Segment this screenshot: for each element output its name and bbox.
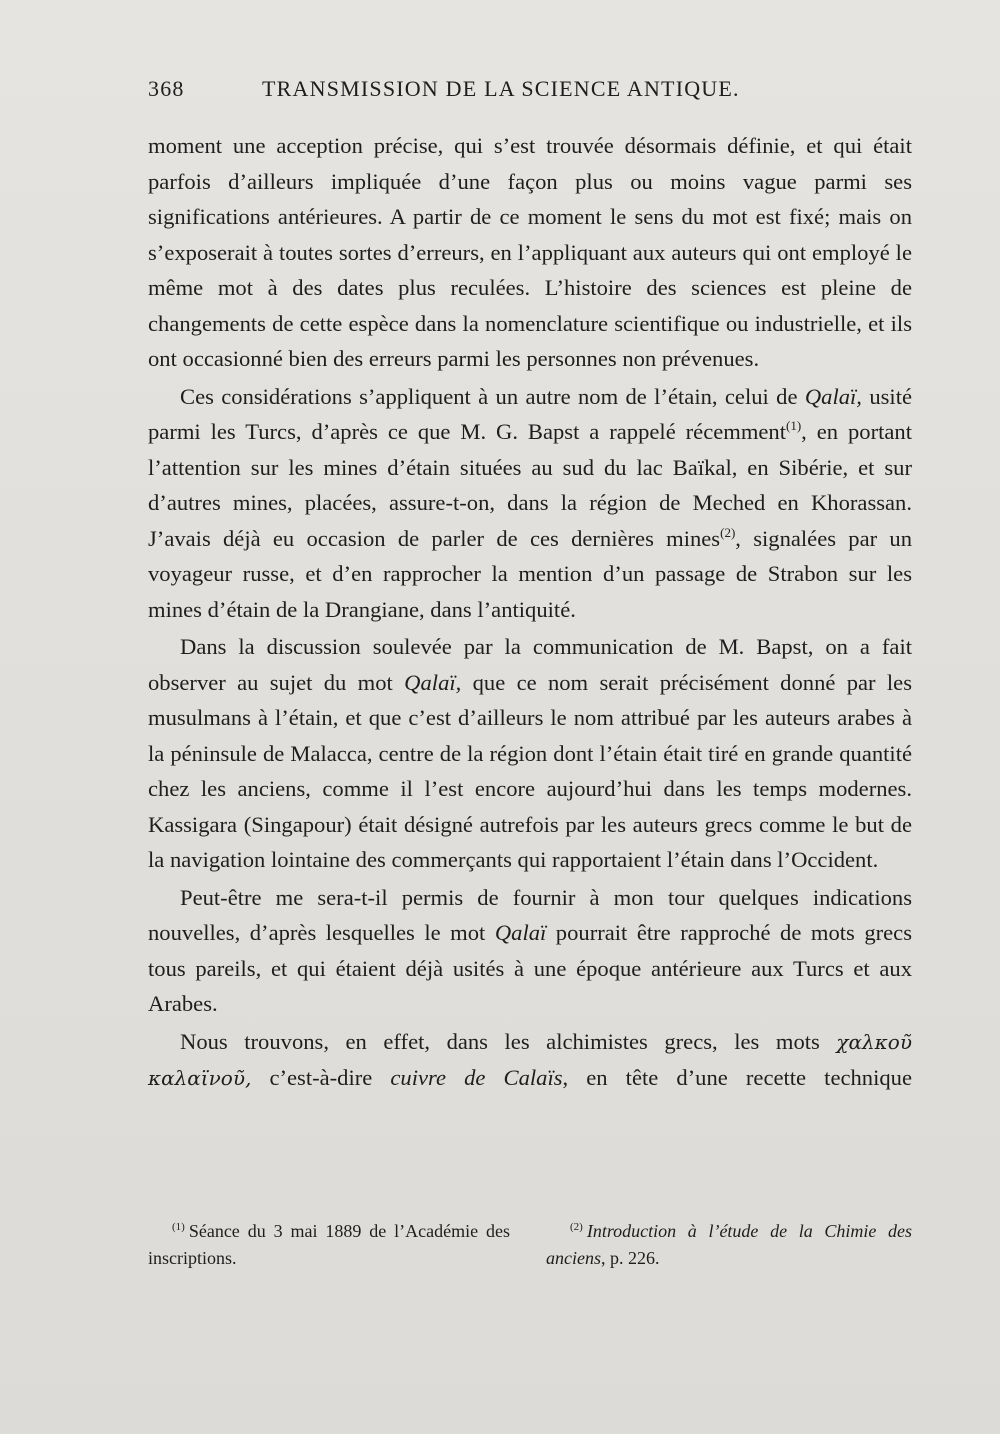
term-qalai: Qalaï, xyxy=(404,669,462,695)
running-title: TRANSMISSION DE LA SCIENCE ANTIQUE. xyxy=(262,76,740,101)
paragraph-3-text-2: que ce nom serait précisément donné par les musulmans à l’étain, et que c’est d’ailleurs le nom attribué par les auteurs arabes à la péninsule de Malacca, centre de la région dont l’étain était tiré en grande quantité chez les anciens, comme il l’est encore aujourd’hui dans les temps modernes. Kassigara (Singapour) était désigné autrefois par les auteurs grecs comme le but de la navigation lointaine des commerçants qui rapportaient l’étain dans l’Occident. xyxy=(148,669,912,872)
footnote-2-text: , p. 226. xyxy=(600,1248,660,1268)
paragraph-5-text-3: , en tête d’une recette technique xyxy=(562,1065,912,1090)
paragraph-3-text-1: Dans la discussion soulevée par la communication de M. Bapst, on a fait observer au sujet du mot xyxy=(148,634,912,695)
footnote-ref-2: (2) xyxy=(720,524,736,540)
footnote-1-mark: (1) xyxy=(172,1221,185,1233)
footnote-ref-1: (1) xyxy=(786,418,802,433)
paragraph-4-text-2: pourrait être rapproché de mots grecs tous pareils, et qui étaient déjà usités à une époque antérieure aux Turcs et aux Arabes. xyxy=(148,920,912,1016)
term-qalai: Qalaï, xyxy=(804,383,862,409)
paragraph-4-text-1: Peut-être me sera-t-il permis de fournir à mon tour quelques indications nouvelles, d’après lesquelles le mot xyxy=(148,884,912,945)
paragraph-4 xyxy=(148,880,912,1022)
body-text xyxy=(148,128,912,1099)
page-header xyxy=(148,76,810,106)
greek-words: χαλκοῦ καλαϊνοῦ, xyxy=(148,1029,912,1090)
paragraph-2-text-3: , en portant l’attention sur les mines d’étain situées au sud du lac Baïkal, en Sibérie, et sur d’autres mines, placées, assure-t-on, dans la région de Meched en Khorassan. J’avais déjà eu occasion de parler de ces dernières mines xyxy=(148,419,912,551)
footnote-1 xyxy=(148,1218,510,1272)
paragraph-5-text-1: Nous trouvons, en effet, dans les alchimistes grecs, les mots xyxy=(180,1028,837,1054)
paragraph-1 xyxy=(148,128,912,377)
paragraph-1-text: moment une acception précise, qui s’est trouvée désormais définie, et qui était parfois d’ailleurs impliquée d’une façon plus ou moins vague parmi ses significations antérieures. A partir de ce moment le sens du mot est fixé; mais on s’exposerait à toutes sortes d’erreurs, en l’appliquant aux auteurs qui ont employé le même mot à des dates plus reculées. L’histoire des sciences est pleine de changements de cette espèce dans la nomenclature scientifique ou industrielle, et ils ont occasionné bien des erreurs parmi les personnes non prévenues. xyxy=(148,133,912,371)
paragraph-3 xyxy=(148,629,912,878)
paragraph-2-text-2: usité parmi les Turcs, d’après ce que M. G. Bapst a rappelé récemment xyxy=(148,383,912,444)
paragraph-2 xyxy=(148,379,912,628)
paragraph-2-text-4: , signalées par un voyageur russe, et d’en rapprocher la mention d’un passage de Strabon sur les mines d’étain de la Drangiane, dans l’antiquité. xyxy=(148,525,912,622)
page-number: 368 xyxy=(148,76,185,101)
term-qalai: Qalaï xyxy=(494,920,547,945)
footnotes xyxy=(148,1218,912,1278)
footnote-1-text: Séance du 3 mai 1889 de l’Académie des inscriptions. xyxy=(148,1221,510,1268)
paragraph-5 xyxy=(148,1024,912,1097)
paragraph-5-text-2: c’est-à-dire xyxy=(251,1065,391,1090)
footnote-2-title: Introduction à l’étude de la Chimie des anciens xyxy=(546,1221,912,1268)
term-cuivre-de-calais: cuivre de Calaïs xyxy=(390,1065,563,1090)
footnote-2-mark: (2) xyxy=(570,1221,583,1233)
footnote-2 xyxy=(546,1218,912,1272)
paragraph-2-text-1: Ces considérations s’appliquent à un autre nom de l’étain, celui de xyxy=(180,383,805,409)
